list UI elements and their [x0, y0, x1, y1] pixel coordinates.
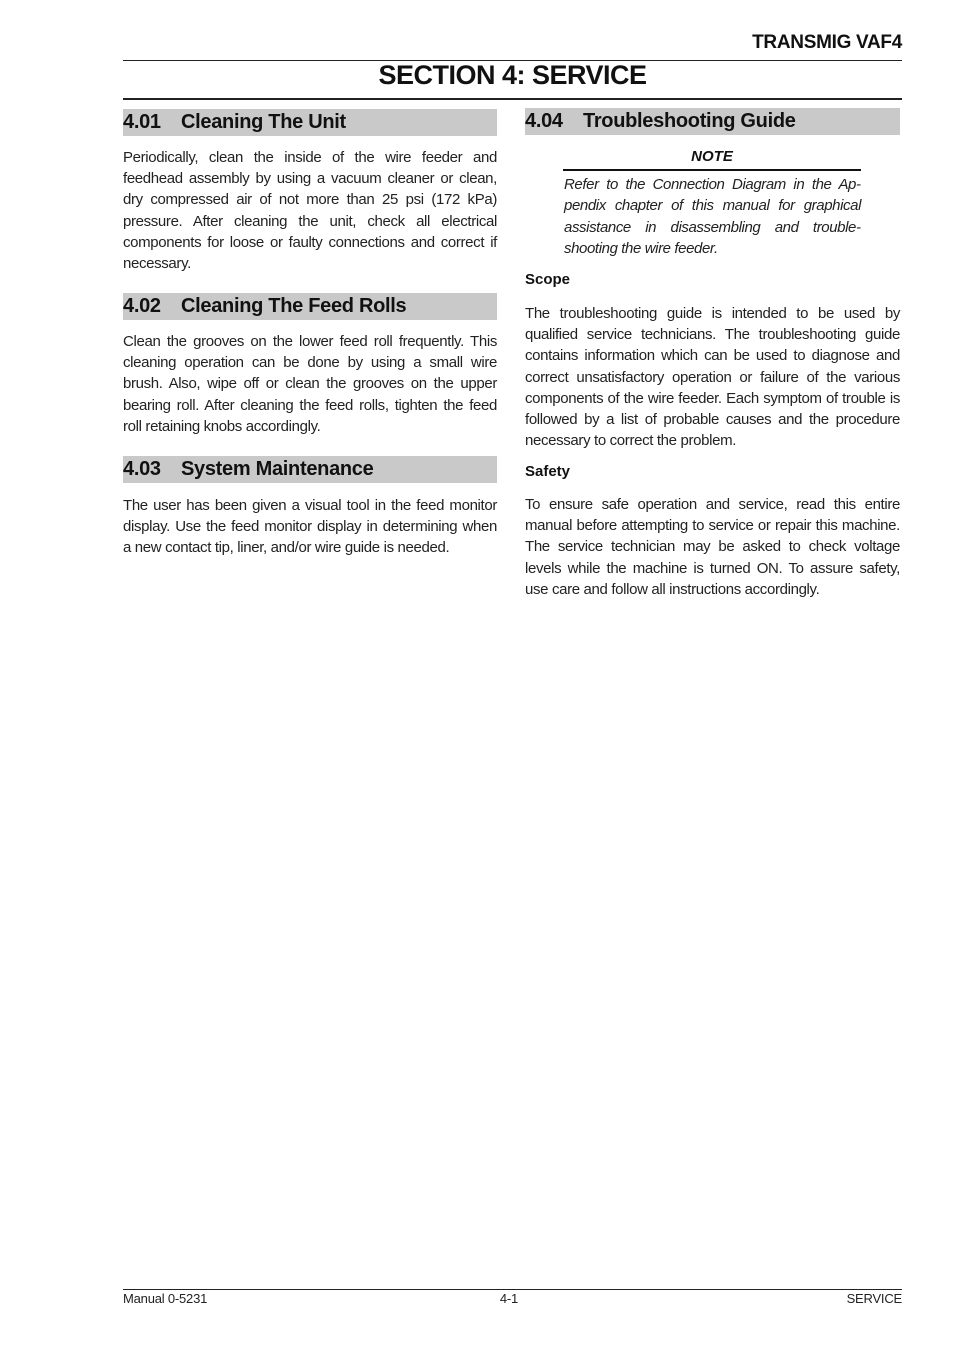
brand-name: TRANSMIG VAF4: [752, 32, 902, 53]
footer-rule: [123, 1289, 902, 1290]
section-4-02-heading: [123, 293, 497, 320]
section-4-01-body: Periodically, clean the inside of the wire feeder and feedhead assembly by using a vacuum cleaner or clean, dry compressed air of not more than 25 psi (172 kPa) pressure. After cleaning the unit, check all electrical components for loose or faulty connections and correct if necessary.: [123, 149, 497, 273]
safety-body: To ensure safe operation and service, read this entire manual before attempting to service or repair this machine. The service technician may be asked to check voltage levels while the machine is turned ON. To assure safety, use care and follow all instructions accordingly.: [525, 496, 900, 598]
section-4-02-body: Clean the grooves on the lower feed roll frequently. This cleaning operation can be done by using a small wire brush. Also, wipe off or clean the grooves on the upper bearing roll. After cleaning the feed rolls, tighten the feed roll retaining knobs accordingly.: [123, 333, 497, 435]
section-number: 4.01: [123, 111, 161, 133]
note-text: Refer to the Connection Diagram in the Appendix chapter of this manual for graphical assistance in disassembling and troubleshooting the wire feeder.: [564, 176, 861, 257]
footer-manual-number: Manual 0-5231: [123, 1291, 208, 1306]
section-title-text: System Maintenance: [181, 458, 374, 480]
section-4-01-heading: [123, 109, 497, 136]
safety-heading: Safety: [525, 463, 571, 480]
section-number: 4.03: [123, 458, 161, 480]
section-title-text: Cleaning The Unit: [181, 111, 346, 133]
scope-body: The troubleshooting guide is intended to be used by qualified service technicians. The troubleshooting guide contains information which can be used to diagnose and correct unsatisfactory operation or failure of the various components of the wire feeder. Each symptom of trouble is followed by a list of probable causes and the procedure necessary to correct the problem.: [525, 305, 900, 450]
footer-section-name: SERVICE: [846, 1291, 902, 1306]
note-rule: [563, 169, 861, 171]
section-title-rule: [123, 98, 902, 100]
footer-page-number: 4-1: [499, 1291, 519, 1306]
section-title: SECTION 4: SERVICE: [378, 60, 647, 90]
section-number: 4.04: [525, 110, 563, 132]
section-4-04-heading: [525, 108, 900, 135]
section-title-text: Troubleshooting Guide: [583, 110, 796, 132]
section-4-03-heading: [123, 456, 497, 483]
scope-heading: Scope: [525, 271, 571, 288]
section-number: 4.02: [123, 295, 161, 317]
section-4-03-body: The user has been given a visual tool in the feed monitor display. Use the feed monitor display in determining when a new contact tip, liner, and/or wire guide is needed.: [123, 497, 497, 557]
note-label: NOTE: [691, 148, 733, 165]
section-title-text: Cleaning The Feed Rolls: [181, 295, 407, 317]
